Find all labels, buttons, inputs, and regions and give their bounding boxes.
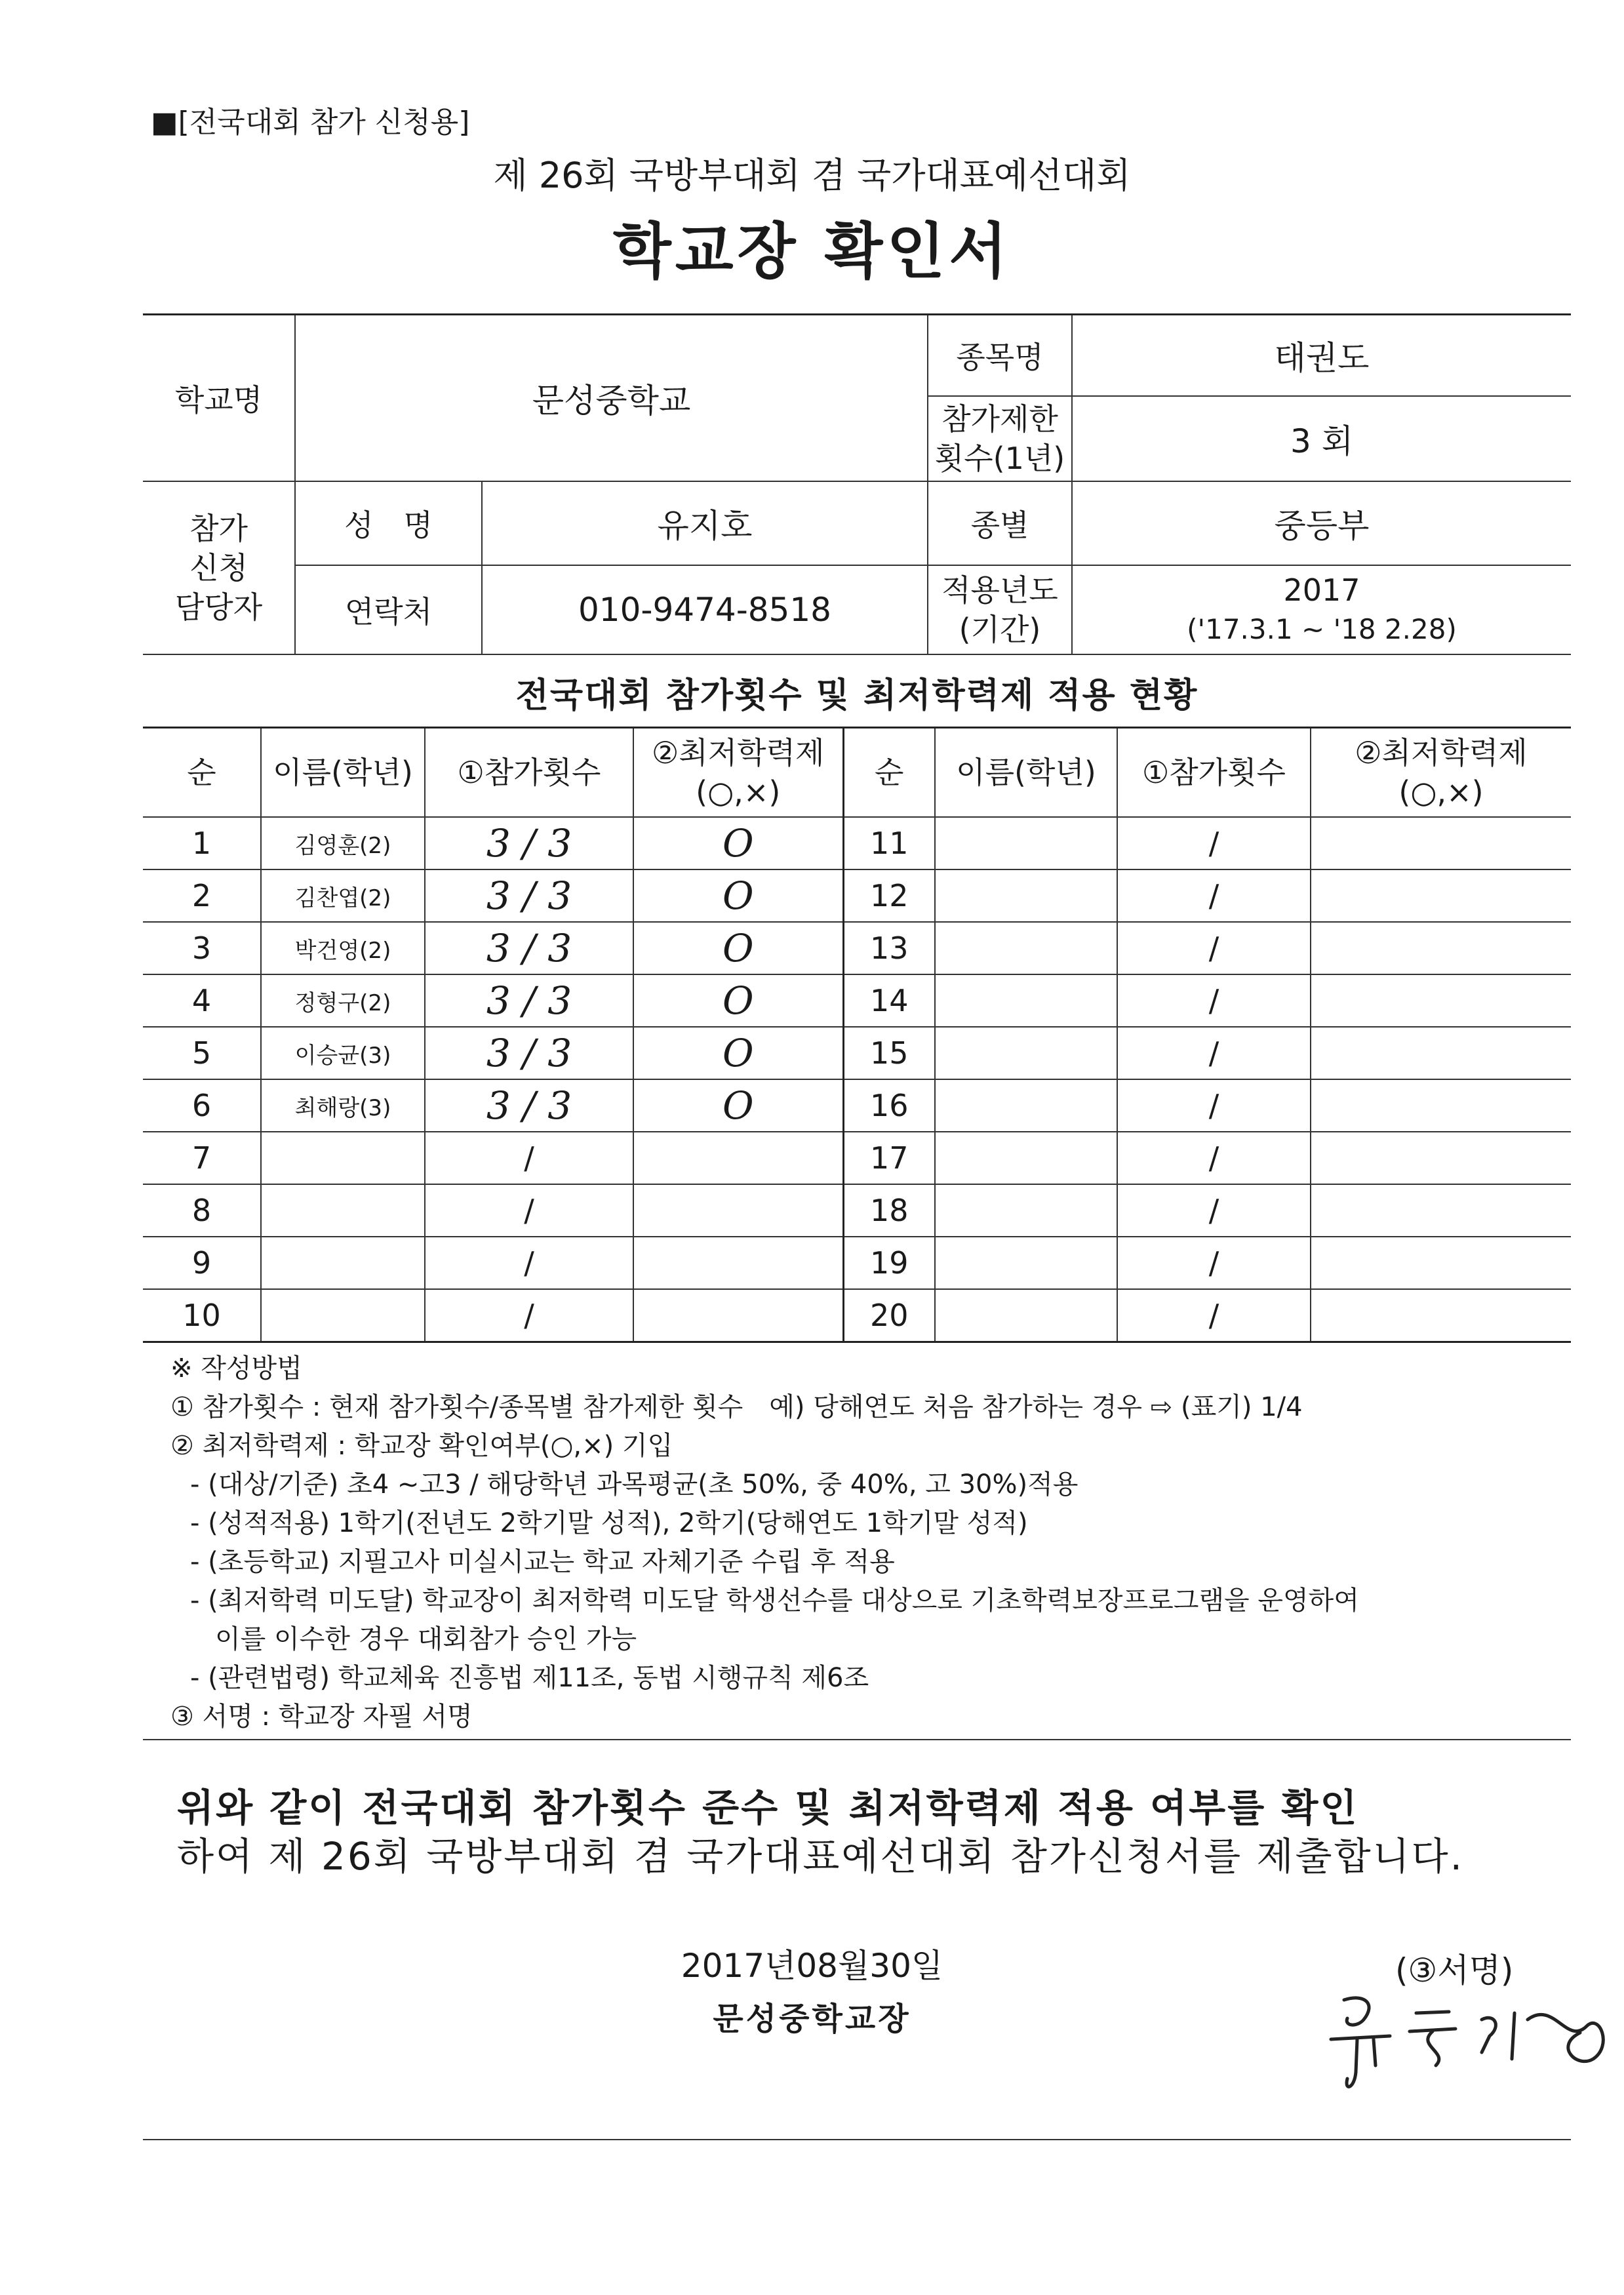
row-count: / <box>1117 1079 1311 1132</box>
row-name <box>935 1184 1117 1237</box>
row-no: 2 <box>143 869 261 922</box>
row-name: 정형구(2) <box>261 974 425 1027</box>
row-count: 3 / 3 <box>425 974 633 1027</box>
header-count-right: ①참가횟수 <box>1117 728 1311 818</box>
row-count: 3 / 3 <box>425 817 633 869</box>
table-row <box>143 1079 1571 1132</box>
method-line: - (관련법령) 학교체육 진흥법 제11조, 동법 시행규칙 제6조 <box>190 1663 869 1693</box>
row-no: 15 <box>843 1027 935 1079</box>
header-min-line1: ②최저학력제 <box>652 735 825 770</box>
row-no: 14 <box>843 974 935 1027</box>
row-name <box>261 1132 425 1184</box>
divider <box>143 1739 1571 1740</box>
table-row <box>143 1027 1571 1079</box>
row-no: 7 <box>143 1132 261 1184</box>
row-no: 1 <box>143 817 261 869</box>
header-name-right: 이름(학년) <box>935 728 1117 818</box>
row-count: / <box>1117 1027 1311 1079</box>
row-count: / <box>1117 922 1311 974</box>
row-no: 9 <box>143 1237 261 1289</box>
table-row <box>143 1237 1571 1289</box>
row-count: / <box>1117 1289 1311 1342</box>
row-min <box>1311 922 1571 974</box>
row-name <box>261 1289 425 1342</box>
year-label-line1: 적용년도 <box>941 572 1058 608</box>
table-row <box>143 1184 1571 1237</box>
issue-date: 2017년08월30일 <box>681 1947 943 1985</box>
year-period: ('17.3.1 ~ '18 2.28) <box>1187 612 1457 645</box>
row-min <box>1311 1237 1571 1289</box>
confirm-line1: 위와 같이 전국대회 참가횟수 준수 및 최저학력제 적용 여부를 확인 <box>177 1786 1359 1830</box>
row-name <box>935 922 1117 974</box>
row-no: 18 <box>843 1184 935 1237</box>
year-label <box>928 565 1072 654</box>
row-no: 12 <box>843 869 935 922</box>
header-name-left: 이름(학년) <box>261 728 425 818</box>
row-no: 16 <box>843 1079 935 1132</box>
row-min: O <box>633 817 843 869</box>
row-no: 11 <box>843 817 935 869</box>
event-label: 종목명 <box>928 315 1072 396</box>
limit-label <box>928 396 1072 481</box>
principal-name: 문성중학교장 <box>713 2001 911 2037</box>
row-name <box>935 974 1117 1027</box>
header-min-line2: (○,×) <box>1398 774 1484 810</box>
row-name <box>261 1237 425 1289</box>
row-min <box>1311 1079 1571 1132</box>
document-title: 학교장 확인서 <box>612 216 1012 287</box>
event-value: 태권도 <box>1072 315 1571 396</box>
row-min: O <box>633 974 843 1027</box>
table-row <box>143 922 1571 974</box>
form-type-tag: ■[전국대회 참가 신청용] <box>151 106 470 139</box>
row-name <box>935 1289 1117 1342</box>
row-no: 3 <box>143 922 261 974</box>
confirmation-statement <box>177 1784 1464 1881</box>
row-no: 13 <box>843 922 935 974</box>
row-count: / <box>1117 1237 1311 1289</box>
applicant-label-line1: 참가 <box>189 510 248 546</box>
row-count: 3 / 3 <box>425 922 633 974</box>
table-row <box>143 974 1571 1027</box>
row-name <box>935 1079 1117 1132</box>
method-line: ③ 서명 : 학교장 자필 서명 <box>170 1702 473 1732</box>
row-name: 이승균(3) <box>261 1027 425 1079</box>
signature-image <box>1318 1974 1619 2105</box>
row-count: / <box>1117 1132 1311 1184</box>
row-count: 3 / 3 <box>425 869 633 922</box>
row-count: / <box>1117 1184 1311 1237</box>
row-no: 4 <box>143 974 261 1027</box>
contact-value: 010-9474-8518 <box>482 565 928 654</box>
row-min <box>1311 1289 1571 1342</box>
name-label: 성 명 <box>295 481 482 565</box>
row-name <box>935 1132 1117 1184</box>
applicant-label-line2: 신청 <box>189 549 248 586</box>
row-name <box>261 1184 425 1237</box>
row-no: 5 <box>143 1027 261 1079</box>
header-min-line2: (○,×) <box>696 774 781 810</box>
table-row <box>143 1289 1571 1342</box>
row-count: 3 / 3 <box>425 1027 633 1079</box>
year-value-cell <box>1072 565 1571 654</box>
row-name: 박건영(2) <box>261 922 425 974</box>
row-min: O <box>633 1027 843 1079</box>
limit-value: 3 회 <box>1072 396 1571 481</box>
writing-method <box>170 1349 1359 1736</box>
year-label-line2: (기간) <box>959 611 1041 647</box>
method-line: - (대상/기준) 초4 ~고3 / 해당학년 과목평균(초 50%, 중 40%, 고 30%)적용 <box>190 1469 1079 1500</box>
row-no: 6 <box>143 1079 261 1132</box>
row-min <box>1311 974 1571 1027</box>
method-line: ② 최저학력제 : 학교장 확인여부(○,×) 기입 <box>170 1431 673 1461</box>
table-row <box>143 1132 1571 1184</box>
bottom-divider <box>143 2139 1571 2140</box>
row-count: / <box>425 1237 633 1289</box>
row-name <box>935 1027 1117 1079</box>
applicant-label-line3: 담당자 <box>174 589 263 625</box>
row-name <box>935 817 1117 869</box>
row-count: / <box>1117 974 1311 1027</box>
method-line: - (성적적용) 1학기(전년도 2학기말 성적), 2학기(당해연도 1학기말 성적) <box>190 1508 1028 1538</box>
row-min <box>1311 869 1571 922</box>
participants-table <box>143 727 1571 1343</box>
row-min <box>1311 1027 1571 1079</box>
row-min <box>1311 817 1571 869</box>
school-value: 문성중학교 <box>295 315 928 481</box>
header-no-left: 순 <box>143 728 261 818</box>
event-subtitle: 제 26회 국방부대회 겸 국가대표예선대회 <box>493 155 1131 196</box>
year-value: 2017 <box>1283 572 1360 608</box>
division-value: 중등부 <box>1072 481 1571 565</box>
row-count: / <box>425 1184 633 1237</box>
limit-label-line1: 참가제한 <box>941 401 1058 437</box>
header-count-left: ①참가횟수 <box>425 728 633 818</box>
contact-label: 연락처 <box>295 565 482 654</box>
row-no: 20 <box>843 1289 935 1342</box>
row-name <box>935 869 1117 922</box>
row-min <box>633 1184 843 1237</box>
row-name: 김찬엽(2) <box>261 869 425 922</box>
method-line: ① 참가횟수 : 현재 참가횟수/종목별 참가제한 횟수 예) 당해연도 처음 참가하는 경우 ⇨ (표기) 1/4 <box>170 1392 1303 1422</box>
row-min: O <box>633 1079 843 1132</box>
row-min <box>633 1132 843 1184</box>
row-min <box>633 1237 843 1289</box>
header-min-right <box>1311 728 1571 818</box>
row-count: / <box>1117 869 1311 922</box>
table-row <box>143 869 1571 922</box>
section-title: 전국대회 참가횟수 및 최저학력제 적용 현황 <box>515 676 1198 715</box>
method-line: - (최저학력 미도달) 학교장이 최저학력 미도달 학생선수를 대상으로 기초학력보장프로그램을 운영하여 <box>190 1586 1359 1616</box>
row-min <box>633 1289 843 1342</box>
row-no: 10 <box>143 1289 261 1342</box>
method-line: 이를 이수한 경우 대회참가 승인 가능 <box>215 1624 637 1654</box>
row-count: / <box>425 1289 633 1342</box>
table-row <box>143 817 1571 869</box>
method-line: - (초등학교) 지필고사 미실시교는 학교 자체기준 수립 후 적용 <box>190 1547 895 1577</box>
row-count: 3 / 3 <box>425 1079 633 1132</box>
header-min-line1: ②최저학력제 <box>1355 735 1528 770</box>
method-heading: ※ 작성방법 <box>170 1353 302 1384</box>
info-table <box>143 313 1571 655</box>
header-min-left <box>633 728 843 818</box>
signature-label: (③서명) <box>1395 1951 1514 1989</box>
row-name: 최해랑(3) <box>261 1079 425 1132</box>
division-label: 종별 <box>928 481 1072 565</box>
row-min: O <box>633 922 843 974</box>
row-no: 8 <box>143 1184 261 1237</box>
row-name <box>935 1237 1117 1289</box>
limit-label-line2: 횟수(1년) <box>934 440 1065 476</box>
row-no: 17 <box>843 1132 935 1184</box>
school-label: 학교명 <box>143 315 295 481</box>
row-count: / <box>1117 817 1311 869</box>
row-min: O <box>633 869 843 922</box>
row-no: 19 <box>843 1237 935 1289</box>
applicant-label <box>143 481 295 654</box>
row-name: 김영훈(2) <box>261 817 425 869</box>
confirm-line2: 하여 제 26회 국방부대회 겸 국가대표예선대회 참가신청서를 제출합니다. <box>177 1834 1465 1879</box>
row-min <box>1311 1132 1571 1184</box>
header-no-right: 순 <box>843 728 935 818</box>
row-min <box>1311 1184 1571 1237</box>
row-count: / <box>425 1132 633 1184</box>
name-value: 유지호 <box>482 481 928 565</box>
